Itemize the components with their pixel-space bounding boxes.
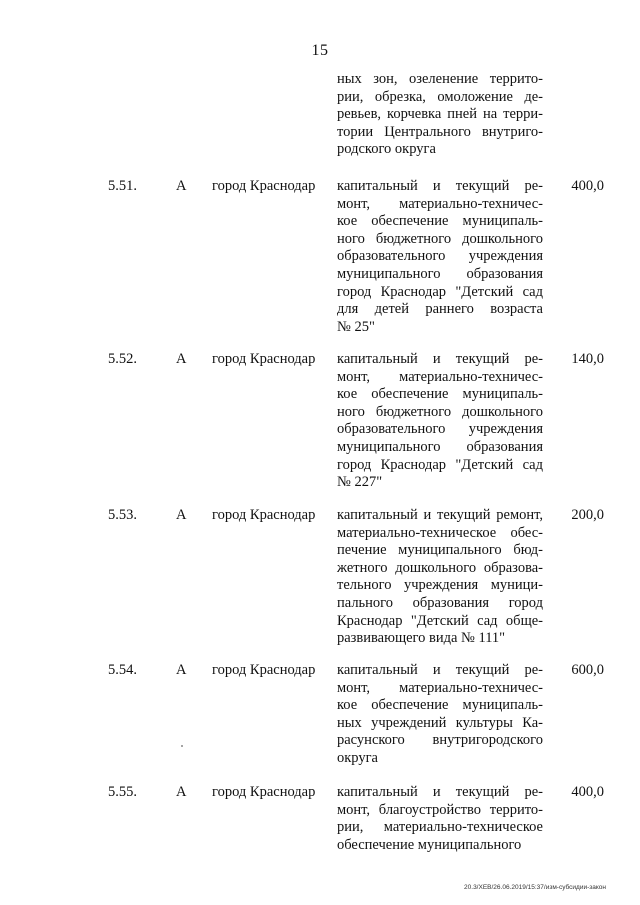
row-category: А [176, 351, 187, 367]
description-line: № 25" [337, 318, 375, 335]
row-number: 5.55. [108, 784, 137, 800]
description-line: рии, обрезка, омоложение де- [337, 88, 543, 105]
description-line: развивающего вида № 111" [337, 630, 506, 647]
description-line: капитальный и текущий ремонт, [337, 507, 543, 523]
row-number: 5.54. [108, 662, 137, 678]
description-line: пального образования город [337, 594, 543, 611]
row-amount: 400,0 [571, 784, 604, 800]
description-line: монт, материально-техничес- [337, 679, 543, 696]
row-municipality: город Краснодар [212, 662, 316, 678]
row-amount: 200,0 [571, 507, 604, 523]
description-line: обеспечение муниципального [337, 836, 522, 853]
description-line: кое обеспечение муниципаль- [337, 697, 543, 714]
row-category: А [176, 784, 187, 800]
description-line: монт, благоустройство террито- [337, 801, 543, 818]
row-description [337, 784, 543, 854]
description-line: муниципального образования [337, 438, 543, 455]
row-category: А [176, 507, 187, 523]
description-line: монт, материально-техничес- [337, 368, 543, 385]
row-description [337, 351, 543, 492]
description-line: ных учреждений культуры Ка- [337, 714, 543, 731]
row-municipality: город Краснодар [212, 784, 316, 800]
row-municipality: город Краснодар [212, 507, 316, 523]
description-line: расунского внутригородского [337, 732, 543, 749]
description-line: муниципального образования [337, 265, 543, 282]
description-line: печение муниципального бюд- [337, 542, 543, 559]
description-line: ных зон, озеленение террито- [337, 71, 543, 87]
description-line: кое обеспечение муниципаль- [337, 213, 543, 230]
description-line: материально-техническое обес- [337, 524, 543, 541]
description-line: город Краснодар "Детский сад [337, 283, 543, 300]
description-line: город Краснодар "Детский сад [337, 456, 543, 473]
continuation-description [337, 71, 543, 159]
description-line: ного бюджетного дошкольного [337, 230, 543, 247]
description-line: тории Центрального внутриго- [337, 123, 543, 140]
description-line: тельного учреждения муници- [337, 577, 543, 594]
row-amount: 600,0 [571, 662, 604, 678]
description-line: № 227" [337, 474, 383, 491]
row-number: 5.52. [108, 351, 137, 367]
row-municipality: город Краснодар [212, 351, 316, 367]
row-description [337, 507, 543, 648]
footer-stamp: 20.3/ХЕВ/26.06.2019/15:37/изм-субсидии-закон [464, 884, 606, 891]
description-line: кое обеспечение муниципаль- [337, 386, 543, 403]
row-category: А [176, 662, 187, 678]
description-line: ревьев, корчевка пней на терри- [337, 106, 543, 123]
description-line: родского округа [337, 141, 436, 158]
row-description [337, 178, 543, 336]
row-category: А [176, 178, 187, 194]
description-line: капитальный и текущий ре- [337, 351, 543, 367]
description-line: образовательного учреждения [337, 421, 543, 438]
description-line: образовательного учреждения [337, 248, 543, 265]
description-line: рии, материально-техническое [337, 819, 543, 836]
row-description [337, 662, 543, 768]
page-number: 15 [311, 42, 329, 59]
description-line: монт, материально-техничес- [337, 195, 543, 212]
description-line: жетного дошкольного образова- [337, 559, 543, 576]
description-line: капитальный и текущий ре- [337, 662, 543, 678]
description-line: ного бюджетного дошкольного [337, 403, 543, 420]
row-amount: 400,0 [571, 178, 604, 194]
description-line: капитальный и текущий ре- [337, 784, 543, 800]
scan-dot [181, 745, 183, 747]
description-line: Краснодар "Детский сад обще- [337, 612, 543, 629]
description-line: капитальный и текущий ре- [337, 178, 543, 194]
row-amount: 140,0 [571, 351, 604, 367]
row-municipality: город Краснодар [212, 178, 316, 194]
row-number: 5.53. [108, 507, 137, 523]
description-line: для детей раннего возраста [337, 301, 543, 318]
row-number: 5.51. [108, 178, 137, 194]
description-line: округа [337, 749, 378, 766]
